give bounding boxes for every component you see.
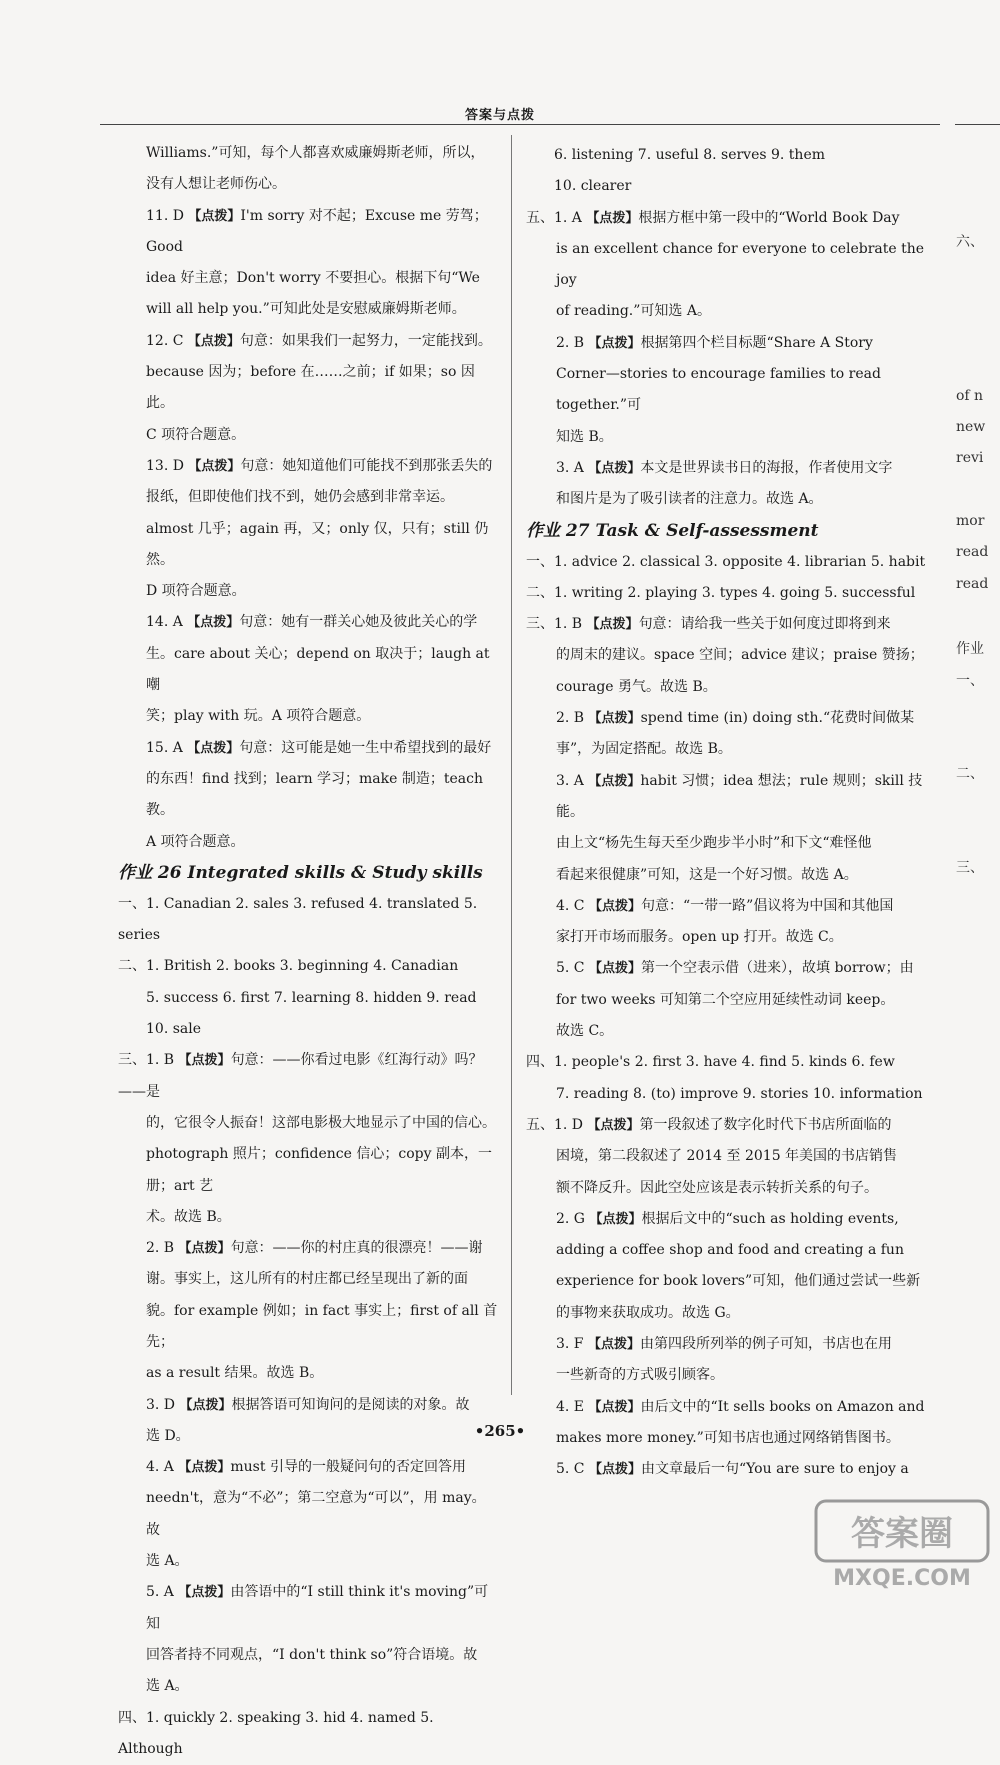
answer-line: 3. A 【点拨】本文是世界读书日的海报，作者使用文字 <box>556 459 893 476</box>
answer-line: 10. clearer <box>554 178 632 195</box>
column-divider <box>511 135 512 1395</box>
answer-line: 五、1. D 【点拨】第一段叙述了数字化时代下书店所面临的 <box>526 1116 892 1133</box>
answer-line: 2. G 【点拨】根据后文中的“such as holding events, <box>556 1210 899 1227</box>
answer-line: makes more money.”可知书店也通过网络销售图书。 <box>556 1429 900 1446</box>
answer-line: photograph 照片；confidence 信心；copy 副本，一册；art 艺 <box>146 1146 492 1194</box>
answer-line: 知选 B。 <box>556 428 613 445</box>
edge-fragment: 一、 <box>956 672 984 689</box>
answer-line: almost 几乎；again 再，又；only 仅，只有；still 仍然。 <box>146 520 489 568</box>
answer-line: 2. B 【点拨】spend time (in) doing sth.“花费时间做某 <box>556 710 915 727</box>
answer-line: 12. C 【点拨】句意：如果我们一起努力，一定能找到。 <box>146 332 492 349</box>
answer-line: 13. D 【点拨】句意：她知道他们可能找不到那张丢失的 <box>146 457 493 474</box>
section-heading: 作业 26 Integrated skills & Study skills <box>118 862 483 883</box>
edge-fragment: of n <box>956 387 984 404</box>
edge-fragment: new <box>956 419 986 436</box>
answer-line: 困境，第二段叙述了 2014 至 2015 年美国的书店销售 <box>556 1148 898 1165</box>
answer-line: 2. B 【点拨】根据第四个栏目标题“Share A Story <box>556 334 873 351</box>
answer-line: 的，它很令人振奋！这部电影极大地显示了中国的信心。 <box>146 1114 496 1131</box>
answer-line: 11. D 【点拨】I'm sorry 对不起；Excuse me 劳驾；Good <box>146 207 488 255</box>
answer-line: needn't，意为“不必”；第二空意为“可以”，用 may。故 <box>146 1490 486 1538</box>
answer-line: 7. reading 8. (to) improve 9. stories 10. information <box>556 1085 923 1102</box>
answer-line: 6. listening 7. useful 8. serves 9. them <box>554 147 826 163</box>
answer-line: 报纸，但即使他们找不到，她仍会感到非常幸运。 <box>146 489 454 506</box>
page-header-title: 答案与点拨 <box>464 108 535 123</box>
answer-line: 貌。for example 例如；in fact 事实上；first of all 首先； <box>146 1302 498 1350</box>
answer-line: 故选 C。 <box>556 1023 614 1040</box>
answer-line: 笑；play with 玩。A 项符合题意。 <box>146 708 371 725</box>
watermark-logo <box>812 1495 992 1595</box>
answer-line: 5. success 6. first 7. learning 8. hidden 9. read <box>146 989 477 1006</box>
left-column <box>118 138 498 1765</box>
answer-line: 选 A。 <box>146 1678 189 1695</box>
section-heading: 作业 27 Task & Self-assessment <box>526 520 819 541</box>
answer-line: idea 好主意；Don't worry 不要担心。根据下句“We <box>146 270 480 287</box>
answer-line: adding a coffee shop and food and creating a fun <box>556 1242 904 1259</box>
edge-fragment: read <box>956 575 989 592</box>
answer-line: 4. A 【点拨】must 引导的一般疑问句的否定回答用 <box>146 1459 466 1476</box>
edge-fragment: mor <box>956 513 985 529</box>
answer-line: D 项符合题意。 <box>146 583 246 600</box>
answer-line: 事”，为固定搭配。故选 B。 <box>556 741 732 758</box>
answer-line: 没有人想让老师伤心。 <box>146 176 286 193</box>
answer-line: courage 勇气。故选 B。 <box>556 678 717 695</box>
answer-line: 家打开市场而服务。open up 打开。故选 C。 <box>556 929 843 946</box>
answer-line: 3. F 【点拨】由第四段所列举的例子可知，书店也在用 <box>556 1335 892 1352</box>
edge-fragment: 三、 <box>956 860 984 877</box>
answer-line: 生。care about 关心；depend on 取决于；laugh at 嘲 <box>146 645 490 694</box>
answer-line: 的东西！find 找到；learn 学习；make 制造；teach 教。 <box>146 770 483 819</box>
answer-line: of reading.”可知选 A。 <box>556 303 711 320</box>
answer-line: 选 D。 <box>146 1427 190 1444</box>
right-column <box>526 140 926 1485</box>
answer-line: as a result 结果。故选 B。 <box>146 1365 324 1382</box>
answer-line: Williams.”可知，每个人都喜欢威廉姆斯老师，所以， <box>146 145 485 161</box>
edge-fragment: revi <box>956 450 984 467</box>
edge-fragment: read <box>956 544 989 561</box>
answer-line: 一、1. Canadian 2. sales 3. refused 4. translated 5. series <box>118 895 478 944</box>
answer-line: 15. A 【点拨】句意：这可能是她一生中希望找到的最好 <box>146 739 492 756</box>
answer-line: 5. A 【点拨】由答语中的“I still think it's moving”可知 <box>146 1584 489 1632</box>
answer-line: 的周末的建议。space 空间；advice 建议；praise 赞扬； <box>556 647 924 664</box>
header-rule-right <box>955 124 1000 125</box>
answer-line: 4. C 【点拨】句意：“一带一路”倡议将为中国和其他国 <box>556 897 894 914</box>
answer-line: 额不降反升。因此空处应该是表示转折关系的句子。 <box>556 1179 878 1196</box>
answer-line: 二、1. writing 2. playing 3. types 4. going 5. successful <box>526 584 916 601</box>
answer-line: 4. E 【点拨】由后文中的“It sells books on Amazon and <box>556 1398 925 1415</box>
answer-line: 由上文“杨先生每天至少跑步半小时”和下文“难怪他 <box>556 835 872 852</box>
answer-line: 和图片是为了吸引读者的注意力。故选 A。 <box>556 491 823 508</box>
edge-fragment: 二、 <box>956 766 984 783</box>
edge-fragment: 作业 <box>956 641 984 658</box>
answer-line: is an excellent chance for everyone to celebrate the joy <box>556 240 925 289</box>
answer-line: will all help you.”可知此处是安慰威廉姆斯老师。 <box>146 301 466 318</box>
answer-line: 五、1. A 【点拨】根据方框中第一段中的“World Book Day <box>526 209 900 226</box>
answer-line: 5. C 【点拨】由文章最后一句“You are sure to enjoy a <box>556 1461 909 1478</box>
answer-line: 四、1. people's 2. first 3. have 4. find 5. kinds 6. few <box>526 1054 895 1071</box>
answer-line: 14. A 【点拨】句意：她有一群关心她及彼此关心的学 <box>146 614 478 631</box>
watermark-text-2: MXQE.COM <box>833 1566 971 1591</box>
answer-line: 看起来很健康”可知，这是一个好习惯。故选 A。 <box>556 866 858 883</box>
answer-line: Corner—stories to encourage families to read together.”可 <box>556 366 881 414</box>
answer-line: 谢。事实上，这儿所有的村庄都已经呈现出了新的面 <box>146 1271 468 1288</box>
answer-line: 二、1. British 2. books 3. beginning 4. Canadian <box>118 958 459 975</box>
header-rule <box>100 124 940 125</box>
page-number: •265• <box>474 1422 526 1440</box>
answer-line: 三、1. B 【点拨】句意：——你看过电影《红海行动》吗？——是 <box>118 1052 483 1100</box>
answer-line: 一些新奇的方式吸引顾客。 <box>556 1367 724 1384</box>
watermark-text-1: 答案圈 <box>851 1514 953 1554</box>
answer-line: 3. A 【点拨】habit 习惯；idea 想法；rule 规则；skill 技能。 <box>556 772 923 820</box>
answer-line: C 项符合题意。 <box>146 426 246 443</box>
answer-line: 选 A。 <box>146 1553 189 1570</box>
answer-line: 2. B 【点拨】句意：——你的村庄真的很漂亮！——谢 <box>146 1240 483 1257</box>
answer-line: 一、1. advice 2. classical 3. opposite 4. librarian 5. habit <box>526 553 926 570</box>
answer-line: 5. C 【点拨】第一个空表示借（进来），故填 borrow；由 <box>556 960 914 977</box>
answer-line: A 项符合题意。 <box>146 833 245 850</box>
answer-line: because 因为；before 在……之前；if 如果；so 因此。 <box>146 364 475 412</box>
answer-line: 的事物来获取成功。故选 G。 <box>556 1304 740 1321</box>
answer-line: 回答者持不同观点，“I don't think so”符合语境。故 <box>146 1646 478 1663</box>
answer-line: for two weeks 可知第二个空应用延续性动词 keep。 <box>556 991 895 1008</box>
answer-line: experience for book lovers”可知，他们通过尝试一些新 <box>556 1273 921 1290</box>
answer-line: 三、1. B 【点拨】句意：请给我一些关于如何度过即将到来 <box>526 616 891 633</box>
answer-line: 10. sale <box>146 1021 202 1038</box>
answer-line: 四、1. quickly 2. speaking 3. hid 4. named 5. Although <box>118 1709 434 1757</box>
answer-line: 3. D 【点拨】根据答语可知询问的是阅读的对象。故 <box>146 1396 470 1413</box>
answer-line: 术。故选 B。 <box>146 1208 231 1225</box>
edge-fragment: 六、 <box>956 234 984 251</box>
